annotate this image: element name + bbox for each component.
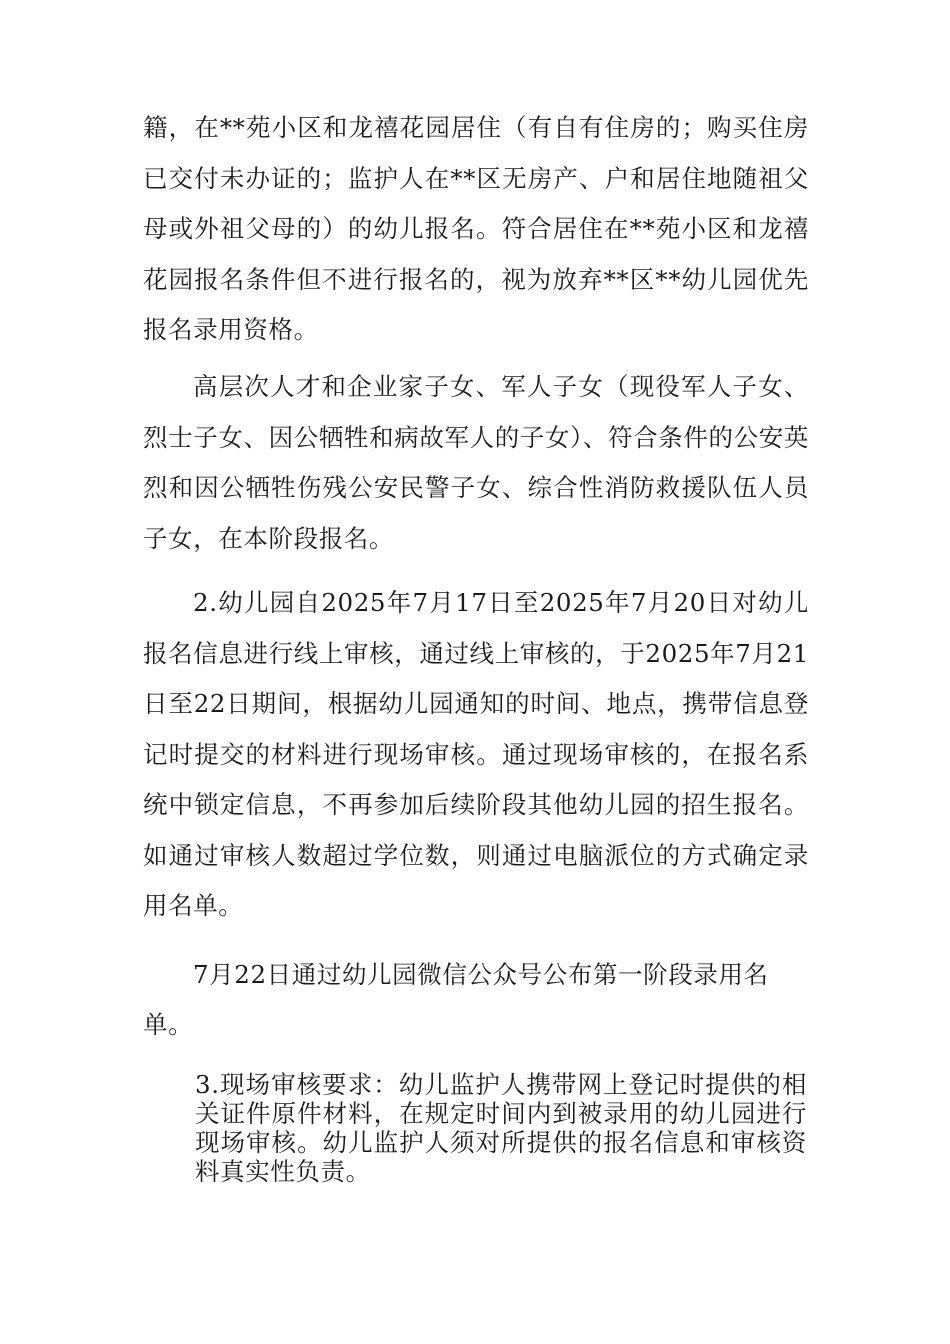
paragraph-residence-eligibility: 籍，在**苑小区和龙禧花园居住（有自有住房的；购买住房已交付未办证的；监护人在**区无房产、户和居住地随祖父母或外祖父母的）的幼儿报名。符合居住在**苑小区和龙禧花园报名条件但不进行报名的，视为放弃**区**幼儿园优先报名录用资格。: [143, 113, 809, 344]
paragraph-onsite-review-requirements: 3.现场审核要求：幼儿监护人携带网上登记时提供的相关证件原件材料，在规定时间内到被录用的幼儿园进行现场审核。幼儿监护人须对所提供的报名信息和审核资料真实性负责。: [195, 1070, 807, 1186]
paragraph-review-process: 2.幼儿园自2025年7月17日至2025年7月20日对幼儿报名信息进行线上审核，通过线上审核的，于2025年7月21日至22日期间，根据幼儿园通知的时间、地点，携带信息登记时提交的材料进行现场审核。通过现场审核的，在报名系统中锁定信息，不再参加后续阶段其他幼儿园的招生报名。如通过审核人数超过学位数，则通过电脑派位的方式确定录用名单。: [143, 588, 809, 920]
paragraph-admission-list-continuation: 单。: [143, 1010, 194, 1039]
paragraph-talent-military-children: 高层次人才和企业家子女、军人子女（现役军人子女、烈士子女、因公牺牲和病故军人的子女）、符合条件的公安英烈和因公牺牲伤残公安民警子女、综合性消防救援队伍人员子女，在本阶段报名。: [143, 372, 809, 553]
paragraph-admission-list-announcement: 7月22日通过幼儿园微信公众号公布第一阶段录用名: [193, 960, 769, 989]
